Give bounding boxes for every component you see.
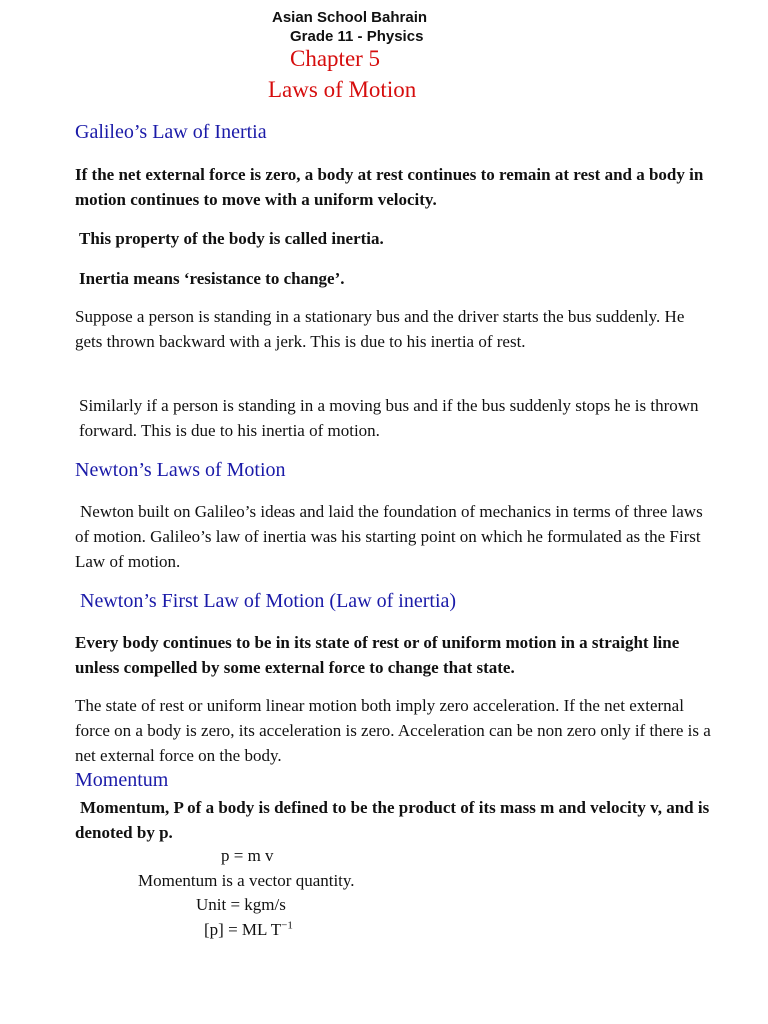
vector-note: Momentum is a vector quantity.: [138, 871, 355, 890]
first-law-heading: Newton’s First Law of Motion (Law of inertia): [80, 590, 457, 612]
momentum-definition: Momentum, P of a body is defined to be the product of its mass m and velocity v, and is denoted by p.: [75, 798, 710, 842]
dimension-base: [p] = ML T: [204, 920, 282, 939]
inertia-property: This property of the body is called inertia.: [79, 229, 384, 248]
momentum-heading: Momentum: [75, 769, 169, 791]
first-law-statement: Every body continues to be in its state of rest or of uniform motion in a straight line unless compelled by some external force to change that state.: [75, 633, 680, 677]
momentum-unit: Unit = kgm/s: [196, 895, 286, 914]
first-law-explanation: The state of rest or uniform linear motion both imply zero acceleration. If the net external force on a body is zero, its acceleration is zero. Acceleration can be non zero only if there is a net external force on the body.: [75, 696, 711, 765]
inertia-motion-example: Similarly if a person is standing in a moving bus and if the bus suddenly stops he is thrown forward. This is due to his inertia of motion.: [79, 396, 699, 440]
newton-heading: Newton’s Laws of Motion: [75, 459, 286, 481]
momentum-formula: p = m v: [221, 846, 274, 865]
chapter-title: Laws of Motion: [268, 77, 417, 102]
dimension-exponent: −1: [281, 919, 293, 932]
momentum-dimension: [204, 920, 293, 940]
school-name: Asian School Bahrain: [272, 9, 428, 26]
grade-line: Grade 11 - Physics: [290, 28, 424, 45]
inertia-rest-example: Suppose a person is standing in a stationary bus and the driver starts the bus suddenly. He gets thrown backward with a jerk. This is due to his inertia of rest.: [75, 307, 685, 351]
chapter-label: Chapter 5: [290, 46, 381, 71]
inertia-meaning: Inertia means ‘resistance to change’.: [79, 269, 345, 288]
newton-intro: Newton built on Galileo’s ideas and laid the foundation of mechanics in terms of three laws of motion. Galileo’s law of inertia was his starting point on which he formulated as the First Law of motion.: [75, 502, 703, 571]
galileo-heading: Galileo’s Law of Inertia: [75, 121, 267, 143]
galileo-definition: If the net external force is zero, a body at rest continues to remain at rest and a body in motion continues to move with a uniform velocity.: [75, 165, 704, 209]
